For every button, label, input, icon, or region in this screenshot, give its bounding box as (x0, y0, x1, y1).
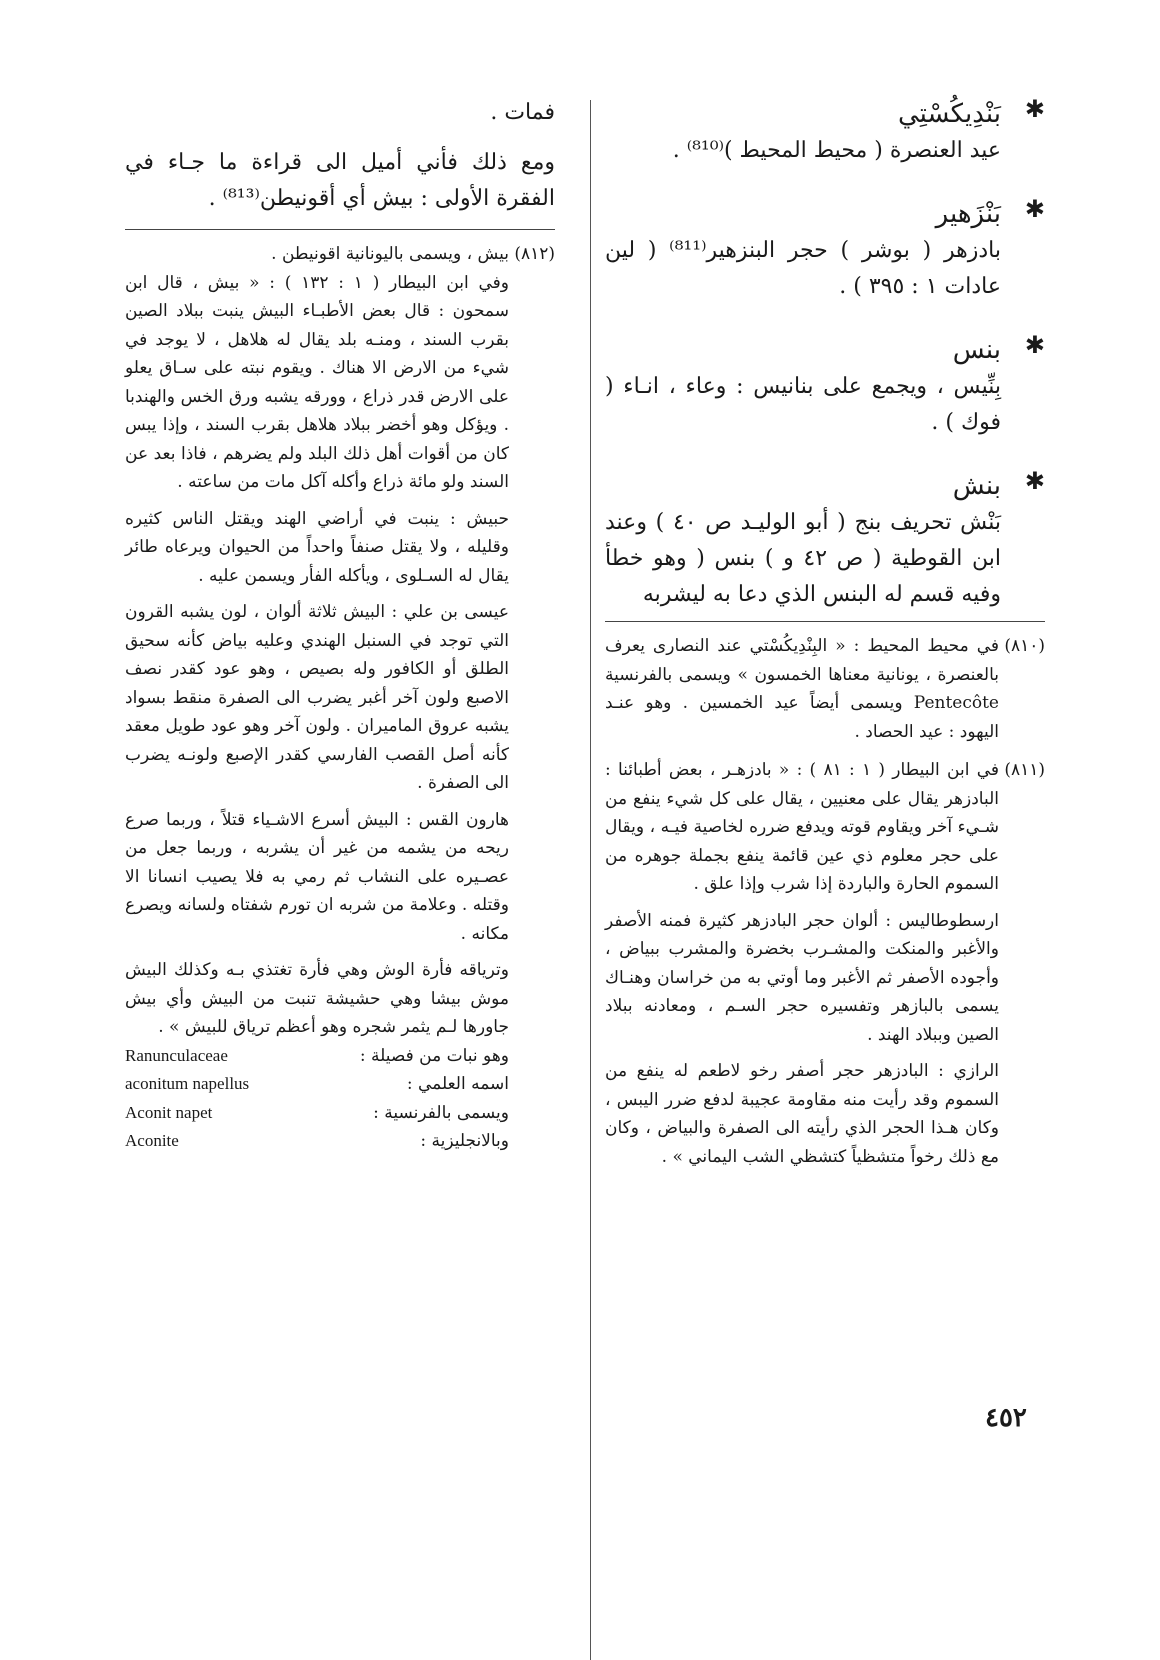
footnote-number: (٨١٠) (1004, 636, 1045, 656)
asterisk-icon: ✱ (1024, 331, 1045, 359)
scientific-name-row (125, 1127, 509, 1156)
continuation-text: فمات . (490, 100, 555, 125)
footnotes (605, 632, 1045, 1171)
entry-text: عيد العنصرة ( محيط المحيط )⁽⁸¹⁰⁾ . (672, 138, 1001, 163)
sci-latin: aconitum napellus (125, 1074, 250, 1093)
entry-text: بادزهر ( بوشر ) حجر البنزهير⁽⁸¹¹⁾ ( لين عادات ١ : ٣٩٥ ) . (605, 238, 1002, 299)
sci-latin: Ranunculaceae (125, 1045, 228, 1065)
entry-headword: بَنْزَهير (935, 199, 1001, 229)
sci-label: ويسمى بالفرنسية : (373, 1102, 509, 1123)
main-paragraph: ومع ذلك فأني أميل الى قراءة ما جـاء في الفقرة الأولى : بيش أي أقونيطن⁽⁸¹³⁾ . (125, 150, 555, 211)
scientific-name-row (125, 1042, 509, 1071)
entry-headword: بنس (952, 335, 1001, 365)
footnote-paragraph: حبيش : ينبت في أراضي الهند ويقتل الناس كثيره وقليله ، ولا يقتل صنفاً واحداً من الحيوان ويرعاه طائر يقال له السـلوى ، ويأكله الفأر ويسمن عليه . (125, 508, 509, 586)
footnote (605, 756, 1045, 1171)
asterisk-icon: ✱ (1024, 467, 1045, 495)
left-column (125, 95, 555, 1166)
entry-text: بَنْش تحريف بنج ( أبو الوليـد ص ٤٠ ) وعند ابن القوطية ( ص ٤٢ و ) بنس ( وهو خطأ وفيه قسم له البنس الذي دعا به ليشربه (605, 510, 1002, 607)
column-divider (590, 100, 591, 1660)
sci-label: وهو نبات من فصيلة : (359, 1045, 509, 1066)
sci-label: اسمه العلمي : (406, 1074, 509, 1094)
entry (605, 331, 1045, 441)
footnote-paragraph: في ابن البيطار ( ١ : ٨١ ) : « بادزهـر ، بعض أطبائنا : البادزهر يقال على معنيين ، يقال على كل شيء ينفع من شـيء آخر ويقاوم قوته ويدفع ضرره لخاصية فيـه ، ويقال على حجر معلوم ذي عين قائمة ينفع بجملة جوهره من السموم الحارة والباردة إذا شرب وإذا علق . (605, 760, 999, 894)
scientific-name-row (125, 1070, 509, 1099)
footnote-paragraph: في محيط المحيط : « البِنْدِيكُسْتي عند النصارى يعرف بالعنصرة ، يونانية معناها الخمسون » ويسمى بالفرنسية Pentecôte ويسمى أيضاً عيد الخمسين . وهو عنـد اليهود : عيد الحصاد . (605, 636, 999, 742)
footnote-number: (٨١١) (1004, 760, 1045, 780)
page-number: ٤٥٢ (985, 1403, 1027, 1433)
footnote-paragraph: بيش ، ويسمى باليونانية اقونيطن . (271, 244, 509, 264)
footnote (125, 240, 555, 1156)
footnote-paragraph: وترياقه فأرة الوش وهي فأرة تغتذي بـه وكذلك البيش موش بيشا وهي حشيشة تنبت من البيش وأي بيش جاورها لـم يثمر شجره وهو أعظم ترياق للبيش » . (125, 960, 509, 1037)
right-column (605, 95, 1045, 1181)
scientific-name-row (125, 1099, 509, 1128)
entry-headword: بنش (952, 471, 1001, 501)
asterisk-icon: ✱ (1024, 195, 1045, 223)
entry (605, 95, 1045, 169)
entry (605, 467, 1045, 613)
sci-label: وبالانجليزية : (420, 1131, 509, 1151)
footnote-number: (٨١٢) (514, 244, 555, 264)
footnotes (125, 240, 555, 1156)
entry (605, 195, 1045, 305)
footnote (605, 632, 1045, 746)
sci-latin: Aconite (125, 1131, 179, 1150)
footnote-rule (605, 621, 1045, 622)
footnote-rule (125, 229, 555, 230)
footnote-paragraph: هارون القس : البيش أسرع الاشـياء قتلاً ، وربما صرع ريحه من يشمه من غير أن يشربه ، وربما جعل من عصـيره على النشاب ثم رمي به فلا يصيب انسانا الا وقتله . وعلامة من شربه ان تورم شفتاه ولسانه ويصرع مكانه . (125, 809, 509, 944)
footnote-paragraph: الرازي : البادزهر حجر أصفر رخو لاطعم له ينفع من السموم وقد رأيت منه مقاومة عجيبة لدفع ضرر اليبس ، وكان هـذا الحجر الذي رأيته الى الصفرة والبياض ، وكان مع ذلك رخواً متشظياً كتشظي الشب اليماني » . (605, 1061, 999, 1167)
footnote-paragraph: وفي ابن البيطار ( ١ : ١٣٢ ) : « بيش ، قال ابن سمحون : قال بعض الأطبـاء البيش ينبت ببلاد الصين بقرب السند ، ومنـه بلد يقال له هلاهل ، لا يوجد في شيء من الارض الا هناك . ويقوم نبته على سـاق يعلو على الارض قدر ذراع ، وورقه يشبه ورق الخس والهندبا . ويؤكل وهو أخضر ببلاد هلاهل بقرب السند ، وإذا يبس كان من أقوات أهل ذلك البلد ولم يضرهم ، فاذا بعد عن السند ولو مائة ذراع وأكله آكل مات من ساعته . (125, 272, 509, 492)
footnote-paragraph: ارسطوطاليس : ألوان حجر البادزهر كثيرة فمنه الأصفر والأغبر والمنكت والمشـرب بخضرة والمشرب ببياض ، وأجوده الأصفر ثم الأغبر وما أوتي به من خراسان وهنـاك يسمى بالبازهر وتفسيره حجر السـم ، ومعادنه ببلاد الصين وببلاد الهند . (605, 910, 999, 1045)
entry-headword: بَنْدِيكُسْتِي (897, 99, 1001, 129)
entry-text: بِنِّيس ، ويجمع على بنانيس : وعاء ، انـاء ( فوك ) . (605, 374, 1001, 435)
asterisk-icon: ✱ (1024, 95, 1045, 123)
footnote-paragraph: عيسى بن علي : البيش ثلاثة ألوان ، لون يشبه القرون التي توجد في السنبل الهندي وعليه بياض كأنه سحيق الطلق أو الكافور وله بصيص ، وهو عود كقدر نصف الاصبع ولون آخر أغبر يضرب الى الصفرة منقط بسواد يشبه عروق الماميران . ولون آخر وهو عود طويل معقد كأنه أصل القصب الفارسي كقدر الإصبع ولونـه يضرب الى الصفرة . (125, 602, 509, 793)
sci-latin: Aconit napet (125, 1102, 213, 1122)
